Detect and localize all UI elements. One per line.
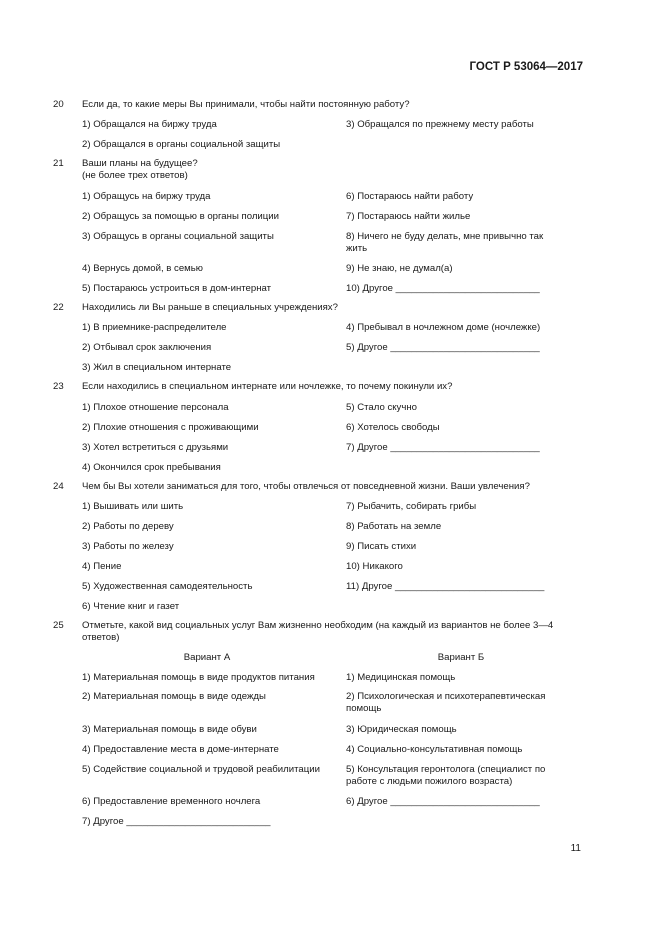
answer-option: 4) Пребывал в ночлежном доме (ночлежке) <box>346 322 541 333</box>
variant-b-heading: Вариант Б <box>437 652 485 663</box>
answer-option: 4) Пение <box>82 561 122 572</box>
answer-option: 10) Другое ___________________________ <box>346 283 540 294</box>
answer-option: 7) Рыбачить, собирать грибы <box>346 501 477 512</box>
answer-option: 1) Обращусь на биржу труда <box>82 191 211 202</box>
question-text: Если да, то какие меры Вы принимали, чтобы найти постоянную работу? <box>82 99 410 110</box>
answer-option: 5) Постараюсь устроиться в дом-интернат <box>82 283 272 294</box>
question-text: Отметьте, какой вид социальных услуг Вам жизненно необходим (на каждый из вариантов не более 3—4 ответов) <box>82 620 554 643</box>
answer-option: 4) Предоставление места в доме-интернате <box>82 744 279 755</box>
question-text: Находились ли Вы раньше в специальных учреждениях? <box>82 302 338 313</box>
answer-option: 5) Другое ____________________________ <box>346 342 540 353</box>
answer-option: 11) Другое ____________________________ <box>346 581 545 592</box>
answer-option: 10) Никакого <box>346 561 403 572</box>
answer-option: 3) Обращусь в органы социальной защиты <box>82 231 274 242</box>
document-header: ГОСТ Р 53064—2017 <box>469 61 583 73</box>
answer-option: 4) Вернусь домой, в семью <box>82 263 203 274</box>
answer-option: 3) Жил в специальном интернате <box>82 362 232 373</box>
question-text: Чем бы Вы хотели заниматься для того, чтобы отвлечься от повседневной жизни. Ваши увлечения? <box>82 481 530 492</box>
answer-option: 2) Отбывал срок заключения <box>82 342 212 353</box>
answer-option: 2) Психологическая и психотерапевтическая помощь <box>346 691 546 714</box>
answer-option: 9) Не знаю, не думал(а) <box>346 263 453 274</box>
answer-option: 5) Художественная самодеятельность <box>82 581 253 592</box>
answer-option: 6) Предоставление временного ночлега <box>82 796 261 807</box>
answer-option: 4) Социально-консультативная помощь <box>346 744 523 755</box>
answer-option: 2) Материальная помощь в виде одежды <box>82 691 266 702</box>
answer-option: 7) Постараюсь найти жилье <box>346 211 471 222</box>
answer-option: 8) Ничего не буду делать, мне привычно так жить <box>346 231 544 254</box>
answer-option: 5) Консультация геронтолога (специалист по работе с людьми пожилого возраста) <box>346 764 546 787</box>
answer-option: 6) Другое ____________________________ <box>346 796 540 807</box>
answer-option: 3) Материальная помощь в виде обуви <box>82 724 257 735</box>
question-note: (не более трех ответов) <box>82 170 188 181</box>
question-number: 22 <box>53 302 64 313</box>
answer-option: 1) Материальная помощь в виде продуктов питания <box>82 672 315 683</box>
question-number: 20 <box>53 99 64 110</box>
answer-option: 6) Хотелось свободы <box>346 422 440 433</box>
question-text: Если находились в специальном интернате или ночлежке, то почему покинули их? <box>82 381 453 392</box>
answer-option: 3) Обращался по прежнему месту работы <box>346 119 534 130</box>
answer-option: 8) Работать на земле <box>346 521 442 532</box>
answer-option: 6) Постараюсь найти работу <box>346 191 474 202</box>
answer-option: 9) Писать стихи <box>346 541 417 552</box>
answer-option: 1) Вышивать или шить <box>82 501 184 512</box>
question-number: 21 <box>53 158 64 169</box>
answer-option: 2) Обращался в органы социальной защиты <box>82 139 281 150</box>
answer-option: 2) Обращусь за помощью в органы полиции <box>82 211 279 222</box>
question-number: 24 <box>53 481 64 492</box>
question-text: Ваши планы на будущее? <box>82 158 198 169</box>
variant-a-heading: Вариант А <box>183 652 231 663</box>
answer-option: 4) Окончился срок пребывания <box>82 462 221 473</box>
answer-option: 7) Другое ____________________________ <box>346 442 540 453</box>
answer-option: 1) Плохое отношение персонала <box>82 402 229 413</box>
question-number: 23 <box>53 381 64 392</box>
page-number: 11 <box>570 843 581 854</box>
question-number: 25 <box>53 620 64 631</box>
answer-option: 1) В приемнике-распределителе <box>82 322 227 333</box>
answer-option: 5) Содействие социальной и трудовой реабилитации <box>82 764 320 775</box>
answer-option: 1) Обращался на биржу труда <box>82 119 217 130</box>
answer-option: 3) Работы по железу <box>82 541 174 552</box>
answer-option: 1) Медицинская помощь <box>346 672 456 683</box>
answer-option: 6) Чтение книг и газет <box>82 601 180 612</box>
answer-option: 7) Другое ___________________________ <box>82 816 271 827</box>
answer-option: 2) Работы по дереву <box>82 521 174 532</box>
answer-option: 2) Плохие отношения с проживающими <box>82 422 259 433</box>
answer-option: 5) Стало скучно <box>346 402 417 413</box>
answer-option: 3) Хотел встретиться с друзьями <box>82 442 229 453</box>
answer-option: 3) Юридическая помощь <box>346 724 457 735</box>
